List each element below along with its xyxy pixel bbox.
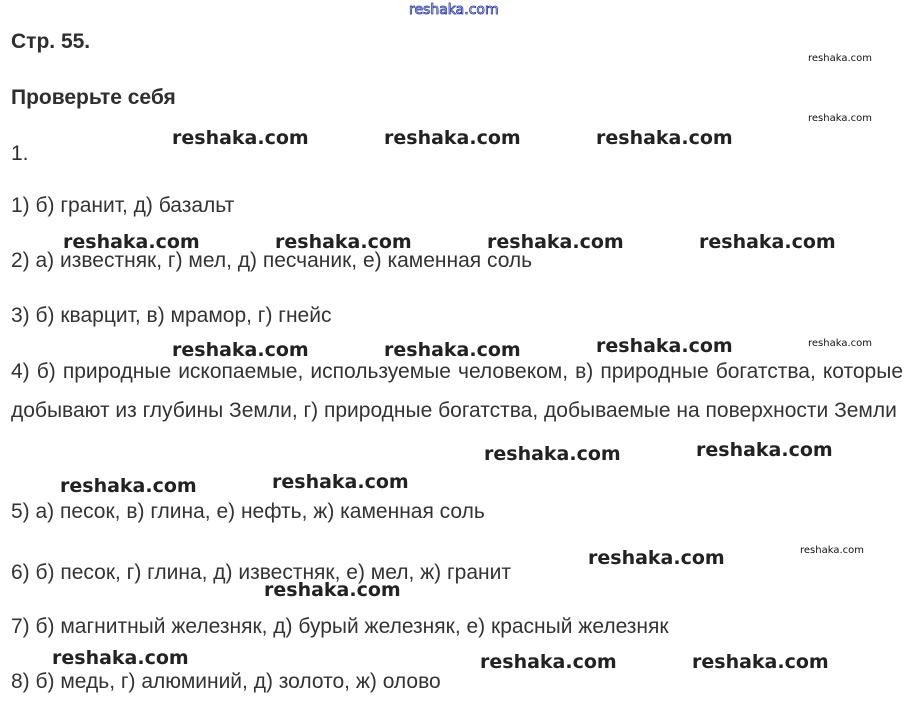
task-number: 1. [11, 142, 29, 165]
answer-2: 2) а) известняк, г) мел, д) песчаник, е) каменная соль [11, 249, 533, 272]
watermark: reshaka.com [484, 443, 621, 465]
watermark: reshaka.com [588, 547, 725, 569]
watermark: reshaka.com [596, 335, 733, 357]
watermark: reshaka.com [264, 579, 401, 601]
watermark: reshaka.com [692, 651, 829, 673]
watermark-small: reshaka.com [808, 113, 872, 124]
section-title: Проверьте себя [11, 86, 176, 109]
watermark: reshaka.com [696, 439, 833, 461]
watermark: reshaka.com [384, 339, 521, 361]
watermark: reshaka.com [480, 651, 617, 673]
watermark: reshaka.com [275, 231, 412, 253]
page-label: Стр. 55. [11, 30, 91, 53]
watermark: reshaka.com [52, 647, 189, 669]
answer-5: 5) а) песок, в) глина, е) нефть, ж) каменная соль [11, 500, 485, 523]
watermark: reshaka.com [172, 339, 309, 361]
watermark: reshaka.com [384, 127, 521, 149]
watermark-small: reshaka.com [808, 53, 872, 64]
watermark: reshaka.com [699, 231, 836, 253]
answer-1: 1) б) гранит, д) базальт [11, 194, 235, 217]
answer-3: 3) б) кварцит, в) мрамор, г) гнейс [11, 304, 332, 327]
answer-7: 7) б) магнитный железняк, д) бурый железняк, е) красный железняк [11, 615, 669, 638]
watermark: reshaka.com [272, 471, 409, 493]
watermark: reshaka.com [487, 231, 624, 253]
answer-8: 8) б) медь, г) алюминий, д) золото, ж) олово [11, 670, 441, 693]
watermark: reshaka.com [596, 127, 733, 149]
watermark-small: reshaka.com [800, 545, 864, 556]
answer-4: 4) б) природные ископаемые, используемые человеком, в) природные богатства, которые добывают из глубины Земли, г) природные богатства, добываемые на поверхности Земли [11, 360, 903, 422]
watermark: reshaka.com [172, 127, 309, 149]
watermark: reshaka.com [63, 231, 200, 253]
watermark: reshaka.com [60, 475, 197, 497]
answer-6: 6) б) песок, г) глина, д) известняк, е) мел, ж) гранит [11, 561, 511, 584]
watermark-small: reshaka.com [808, 338, 872, 349]
top-watermark: reshaka.com [409, 2, 499, 18]
